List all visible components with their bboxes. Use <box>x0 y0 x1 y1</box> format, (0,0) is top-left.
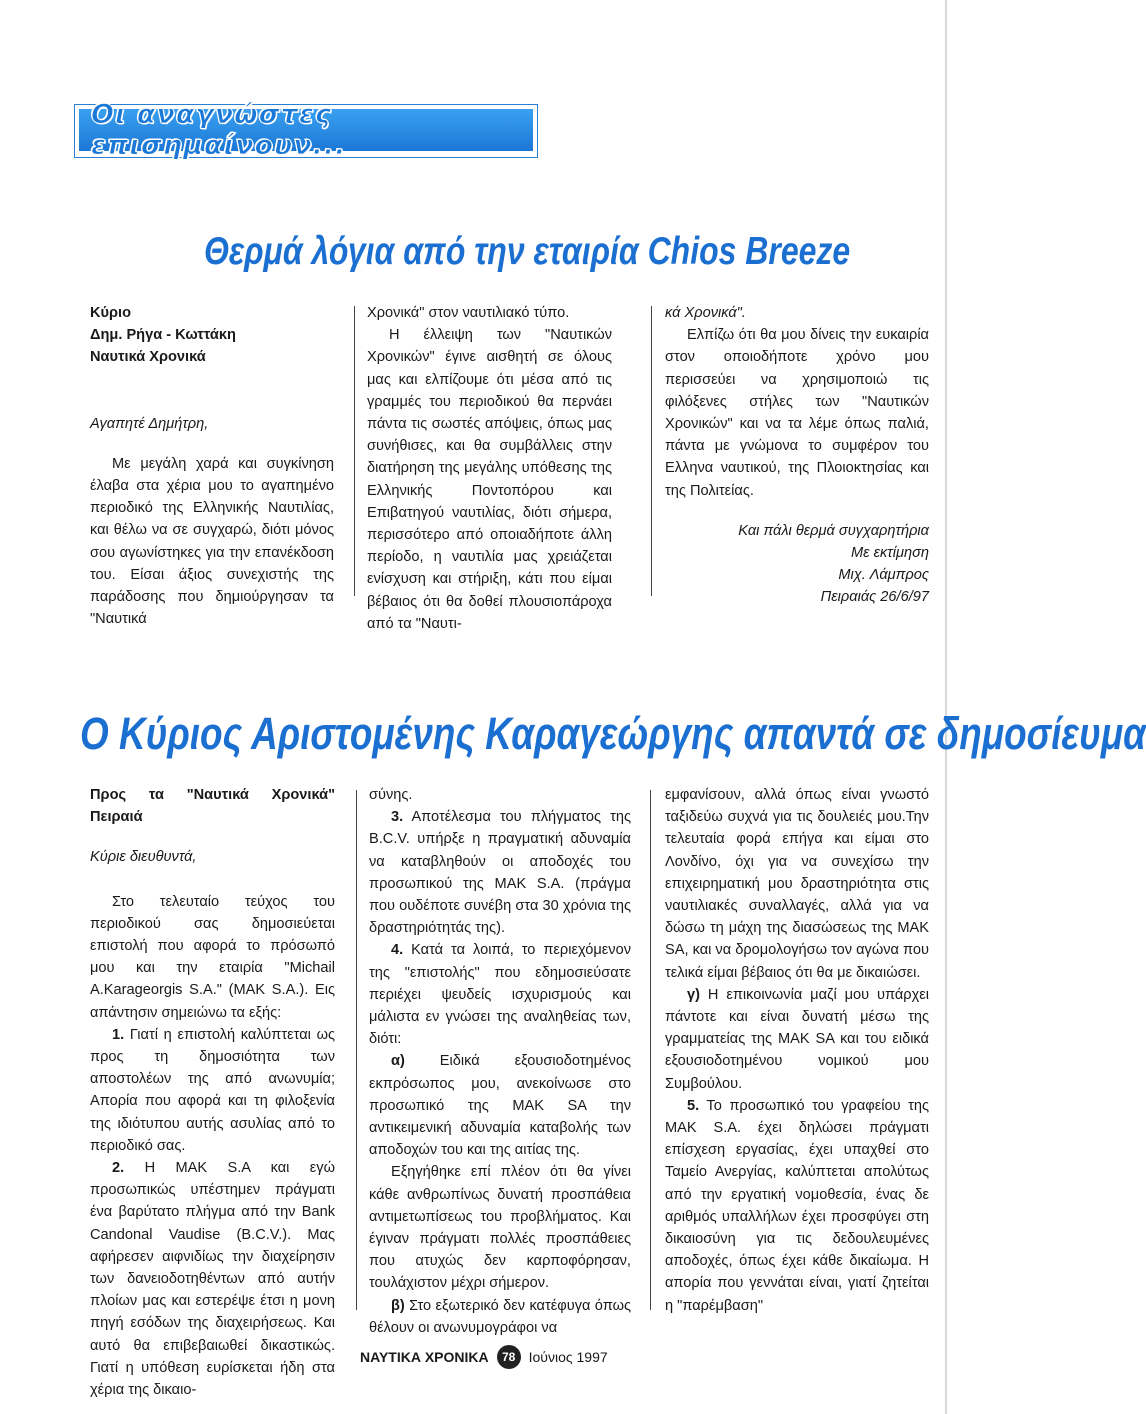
paragraph: Στο τελευταίο τεύχος του περιοδικού σας δημοσιεύεται επιστολή που αφορά το πρόσωπό μου και την εταιρία "Michail A.Karageorgis S.A." (MAK S.A.). Εις απάντησιν σημειώνω τα εξής: <box>90 893 335 1021</box>
item-number: β) <box>391 1297 405 1314</box>
column-divider <box>650 790 651 1310</box>
recipient-line: Δημ. Ρήγα - Κωττάκη <box>90 327 236 344</box>
issue-date: Ιούνιος 1997 <box>528 1349 608 1365</box>
column-divider <box>651 306 652 596</box>
recipient-line: Κύριο <box>90 305 132 321</box>
signoff-line: Πειραιάς 26/6/97 <box>820 589 929 606</box>
recipient-line: Προς τα "Ναυτικά Χρονικά" Πειραιά <box>90 787 335 826</box>
paragraph: Εξηγήθηκε επί πλέον ότι θα γίνει κάθε ανθρωπίνως δυνατή προσπάθεια αντιμετωπίσεως του προβλήματος. Και έγιναν πράγματι πολλές προσπάθειες που ατυχώς δεν καρποφόρησαν, τουλάχιστον μέχρι σήμερον. <box>369 1164 631 1292</box>
item-number: γ) <box>687 986 700 1003</box>
item-text: Αποτέλεσμα του πλήγματος της B.C.V. υπήρξε η πραγματική αδυναμία να καταβληθούν οι αποδοχές του προσωπικού της ΜΑΚ S.A. (πράγμα που ουδέποτε συνέβη στα 30 χρόνια της δραστηριότητάς της). <box>369 809 632 937</box>
salutation: Κύριε διευθυντά, <box>90 849 197 866</box>
paragraph <box>90 1157 335 1401</box>
signoff-line: Με εκτίμηση <box>850 545 929 562</box>
banner-title: Οι αναγνώστες επισημαίνουν... <box>91 99 347 161</box>
item-number: 4. <box>391 942 404 959</box>
article1-headline: Θερμά λόγια από την εταιρία Chios Breeze <box>204 230 851 273</box>
paragraph: κά Χρονικά". <box>665 305 746 321</box>
paragraph: Με μεγάλη χαρά και συγκίνηση έλαβα στα χέρια μου το αγαπημένο περιοδικό της Ελληνικής Ναυτιλίας, και θέλω να σε συγχαρώ, διότι μόνος σου αγωνίστηκες για την επανέκδοση του. Είσαι άξιος συνεχιστής της παράδοσης που δημιούργησαν τα "Ναυτικά <box>90 455 334 628</box>
article1-column-1 <box>90 302 334 630</box>
page-number: 78 <box>497 1345 521 1369</box>
salutation: Αγαπητέ Δημήτρη, <box>90 415 209 432</box>
magazine-name: ΝΑΥΤΙΚΑ ΧΡΟΝΙΚΑ <box>360 1349 489 1365</box>
recipient-line: Ναυτικά Χρονικά <box>90 349 206 366</box>
page-edge <box>945 0 947 1414</box>
paragraph <box>665 1095 929 1317</box>
item-text: Κατά τα λοιπά, το περιεχόμενον της "επιστολής" που εδημοσιεύσατε περιέχει ψευδείς ισχυρισμούς και μάλιστα εν γνώσει της αναληθείας των, διότι: <box>369 942 631 1048</box>
page-footer <box>360 1345 608 1369</box>
paragraph <box>369 939 631 1050</box>
banner-fill <box>79 99 533 161</box>
paragraph: Χρονικά" στον ναυτιλιακό τύπο. <box>367 305 570 321</box>
item-text: Ειδικά εξουσιοδοτημένος εκπρόσωπος μου, ανεκοίνωσε στο προσωπικό της ΜΑΚ SA την αντικειμενική αδυναμία καταβολής των αποδοχών του και της αιτίας της. <box>369 1053 631 1159</box>
paragraph <box>90 1024 335 1157</box>
article1-column-2 <box>367 302 612 635</box>
paragraph <box>665 984 929 1095</box>
paragraph: εμφανίσουν, αλλά όπως είναι γνωστό ταξιδεύω συχνά για τις δουλειές μου.Την τελευταία φορά επήγα και είμαι στο Λονδίνο, όχι για να συνεχίσω την επιχειρηματική μου δραστηριότητα στις ναυτιλιακές συναλλαγές, αλλά για να δώσω τη μάχη της διασώσεως της ΜΑΚ SA, και να δρομολογήσω τον αγώνα που τελικά είμαι βέβαιος ότι θα με δικαιώσει. <box>665 787 929 981</box>
article2-column-1 <box>90 784 335 1401</box>
column-divider <box>356 790 357 1310</box>
column-divider <box>354 306 355 596</box>
signoff-line: Και πάλι θερμά συγχαρητήρια <box>738 522 929 539</box>
item-text: Η ΜΑΚ S.A και εγώ προσωπικώς υπέστημεν πράγματι ένα βαρύτατο πλήγμα από την Bank Candonal Vaudise (B.C.V.). Μας αφήρεσεν αιφνιδίως την διαχείρησιν των δανειοδοτηθέντων από αυτήν πλοίων μας και εστερέψε έτσι η μονη πηγή εσόδων της διαχειρήσεως. Και αυτό θα επιβεβαιωθεί δικαστικώς. Γιατί η υπόθεση ευρίσκεται ήδη στα χέρια της δικαιο- <box>90 1160 335 1399</box>
signoff-line: Μιχ. Λάμπρος <box>838 567 929 584</box>
item-number: 1. <box>112 1026 125 1043</box>
item-text: Γιατί η επιστολή καλύπτεται ως προς τη δημοσιότητα των αποστολέων της από ανωνυμία; Απορία που αφορά και τη φιλοξενία της ιδιότυπου αυτής ασυλίας από το περιοδικό σας. <box>90 1026 335 1154</box>
article2-headline: Ο Κύριος Αριστομένης Καραγεώργης απαντά σε δημοσίευμα <box>80 708 1146 759</box>
paragraph <box>369 806 631 939</box>
paragraph: Η έλλειψη των "Ναυτικών Χρονικών" έγινε αισθητή σε όλους μας και ελπίζουμε ότι μέσα από τις γραμμές του περιοδικού θα περνάει πάντα τις σωστές απόψεις, όπως μας συνήθισες, και θα συμβάλλεις στην διατήρηση της μεγάλης υπόθεσης της Ελληνικής Ποντοπόρου και Επιβατηγού ναυτιλίας, διότι σήμερα, περισσότερο από οποιαδήποτε άλλη περίοδο, η ναυτιλία μας χρειάζεται ενίσχυση και στήριξη, κάτι που είμαι βέβαιος ότι θα δοθεί πλουσιοπάροχα από τα "Ναυτι- <box>367 327 612 632</box>
item-number: 2. <box>112 1160 125 1177</box>
item-text: Το προσωπικό του γραφείου της ΜΑΚ S.A. έχει δηλώσει πράγματι επίσχεση εργασίας, έχει υπαχθεί στο Ταμείο Ανεργίας, καλύπτεται απολύτως από την εργατική νομοθεσία, ένας δε αριθμός υπαλλήλων έχει προσφύγει στη δικαιοσύνη για τις δεδουλευμένες αποδοχές, όπως έχει κάθε δικαίωμα. Η απορία που γεννάται είναι, γιατί ζητείται η "παρέμβαση" <box>665 1097 929 1314</box>
item-number: 5. <box>687 1097 700 1114</box>
article2-column-3 <box>665 784 929 1317</box>
section-banner <box>74 99 538 161</box>
item-text: Η επικοινωνία μαζί μου υπάρχει πάντοτε και είναι δυνατή μέσω της γραμματείας της ΜΑΚ SA και του ειδικά εξουσιοδοτημένου νομικού μου Συμβούλου. <box>665 986 929 1092</box>
paragraph: σύνης. <box>369 787 413 803</box>
item-text: Στο εξωτερικό δεν κατέφυγα όπως θέλουν οι ανωνυμογράφοι να <box>369 1297 632 1336</box>
paragraph: Ελπίζω ότι θα μου δίνεις την ευκαιρία στον οποιοδήποτε χρόνο μου περισσεύει να χρησιμοποιώ τις φιλόξενες στήλες των "Ναυτικών Χρονικών" και να τα λέμε όπως παλιά, πάντα με γνώμονα το συμφέρον του Ελληνα ναυτικού, της Πλοιοκτησίας και της Πολιτείας. <box>665 327 929 499</box>
article1-column-3 <box>665 302 929 609</box>
paragraph <box>369 1295 631 1339</box>
paragraph <box>369 1050 631 1161</box>
item-number: 3. <box>391 809 404 826</box>
item-number: α) <box>391 1053 405 1070</box>
article2-column-2 <box>369 784 631 1339</box>
